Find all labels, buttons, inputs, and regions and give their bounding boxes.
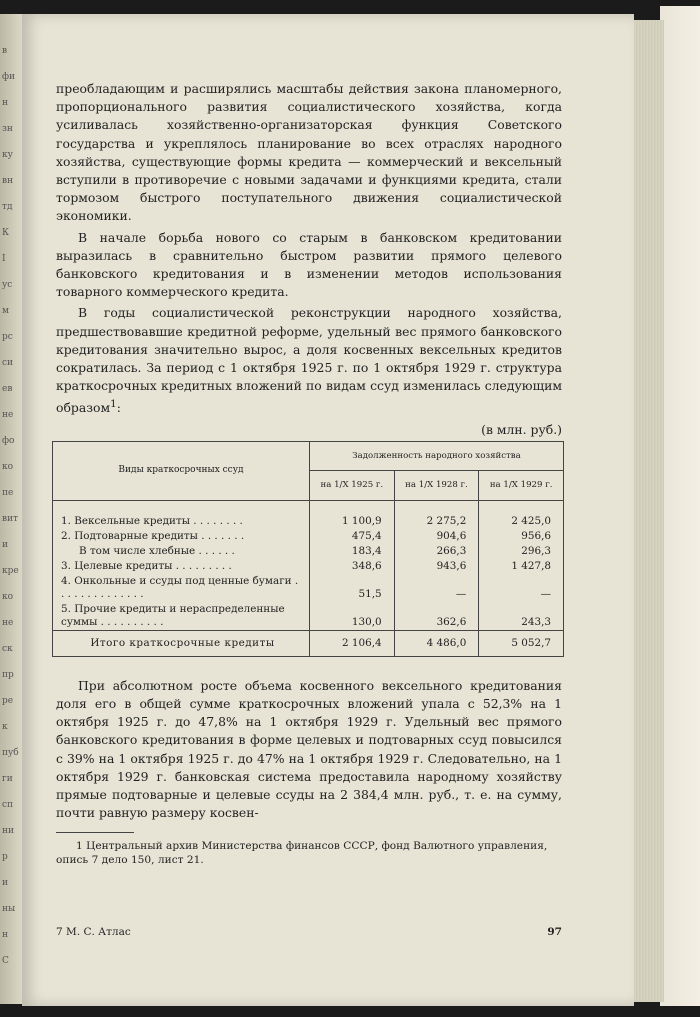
group-header: Задолженность народного хозяйства (310, 441, 564, 471)
previous-page-text-fragment: ус (2, 280, 13, 290)
previous-page-text-fragment: вн (2, 176, 14, 186)
previous-page-text-fragment: ск (2, 644, 13, 654)
column-header: на 1/X 1928 г. (394, 471, 479, 501)
total-cell: 5 052,7 (479, 630, 564, 656)
previous-page-text-fragment: ку (2, 150, 13, 160)
page-stack-edge (630, 20, 664, 1002)
column-header: на 1/X 1929 г. (479, 471, 564, 501)
paragraph-4: При абсолютном росте объема косвенного вексельного кредитования доля его в общей сумме краткосрочных вложений упала с 52,3% на 1 октября 1925 г. до 47,8% на 1 октября 1929 г. Удельный вес прямого банковского кредитования в форме целевых и подтоварных ссуд повысился с 39% на 1 октября 1925 г. до 47% на 1 октября 1929 г. Следовательно, на 1 октября 1929 г. банковская система предоставила народному хозяйству прямые подтоварные и целевые ссуды на 2 384,4 млн. руб., т. е. на сумму, почти равную размеру косвен- (56, 677, 562, 821)
page-content (56, 80, 562, 867)
row-label: В том числе хлебные . . . . . . (53, 544, 310, 559)
previous-page-text-fragment: и (2, 878, 8, 888)
row-label: 4. Онкольные и ссуды под ценные бумаги . . . . . . . . . . . . . . (53, 574, 310, 602)
paragraph-2: В начале борьба нового со старым в банковском кредитовании выразилась в сравнительно быстром развитии прямого целевого банковского кредитования и в изменении методов использования товарного коммерческого кредита. (56, 229, 562, 300)
previous-page-text-fragment: I (2, 254, 6, 264)
table-cell: — (394, 574, 479, 602)
table-cell: 243,3 (479, 602, 564, 631)
paragraph-3: В годы социалистической реконструкции народного хозяйства, предшествовавшие кредитной реформе, удельный вес прямого банковского кредитования значительно вырос, а доля косвенных вексельных кредитов сократилась. За период с 1 октября 1925 г. по 1 октября 1929 г. структура краткосрочных кредитных вложений по видам ссуд изменилась следующим образом$^1$: (56, 305, 562, 416)
table-cell: 475,4 (310, 529, 395, 544)
previous-page-text-fragment: пр (2, 670, 14, 680)
table-cell: 1 100,9 (310, 500, 395, 529)
footnote-reference: 1 (110, 398, 117, 411)
previous-page-text-fragment: вит (2, 514, 19, 524)
table-cell: 1 427,8 (479, 559, 564, 574)
table-total-row (53, 630, 564, 656)
previous-page-text-fragment: н (2, 98, 8, 108)
previous-page-text-fragment: рс (2, 332, 13, 342)
previous-page-text-fragment: не (2, 618, 14, 628)
table-row (53, 529, 564, 544)
table-cell: 130,0 (310, 602, 395, 631)
previous-page-text-fragment: зн (2, 124, 13, 134)
previous-page-text-fragment: и (2, 540, 8, 550)
footnote-divider (56, 832, 134, 833)
table-cell: 183,4 (310, 544, 395, 559)
table-cell: 943,6 (394, 559, 479, 574)
table-cell: 2 275,2 (394, 500, 479, 529)
table-cell: 904,6 (394, 529, 479, 544)
table-cell: 296,3 (479, 544, 564, 559)
table-cell: 51,5 (310, 574, 395, 602)
table-cell: — (479, 574, 564, 602)
previous-page-text-fragment: си (2, 358, 14, 368)
previous-page-text-fragment: фо (2, 436, 15, 446)
total-cell: 2 106,4 (310, 630, 395, 656)
total-label: Итого краткосрочные кредиты (53, 630, 310, 656)
table-row (53, 500, 564, 529)
previous-page-text-fragment: ко (2, 592, 14, 602)
table-cell: 362,6 (394, 602, 479, 631)
table-cell: 2 425,0 (479, 500, 564, 529)
table-row (53, 574, 564, 602)
previous-page-text-fragment: ко (2, 462, 14, 472)
previous-page-text-fragment: ни (2, 826, 14, 836)
table-cell: 956,6 (479, 529, 564, 544)
previous-page-text-fragment: ев (2, 384, 13, 394)
previous-page-text-fragment: н (2, 930, 8, 940)
row-label: 1. Вексельные кредиты . . . . . . . . (53, 500, 310, 529)
row-label: 2. Подтоварные кредиты . . . . . . . (53, 529, 310, 544)
row-label: 5. Прочие кредиты и нераспределенные суммы . . . . . . . . . . (53, 602, 310, 631)
previous-page-text-fragment: ре (2, 696, 14, 706)
previous-page-text-fragment: К (2, 228, 9, 238)
previous-page-text-fragment: С (2, 956, 9, 966)
previous-page-text-fragment: фи (2, 72, 16, 82)
credit-structure-table (52, 441, 564, 657)
row-header: Виды краткосрочных ссуд (53, 441, 310, 500)
book-cover-edge (660, 6, 700, 1006)
previous-page-text-fragment: пе (2, 488, 14, 498)
previous-page-text-fragment: в (2, 46, 8, 56)
column-header: на 1/X 1925 г. (310, 471, 395, 501)
previous-page-text-fragment: м (2, 306, 10, 316)
previous-page-text-fragment: к (2, 722, 8, 732)
page-number: 97 (547, 926, 562, 938)
previous-page-text-fragment: ны (2, 904, 16, 914)
total-cell: 4 486,0 (394, 630, 479, 656)
paragraph-3-text: В годы социалистической реконструкции народного хозяйства, предшествовавшие кредитной реформе, удельный вес прямого банковского кредитования значительно вырос, а доля косвенных вексельных кредитов сократилась. За период с 1 октября 1925 г. по 1 октября 1929 г. структура краткосрочных кредитных вложений по видам ссуд изменилась следующим образом (56, 305, 562, 416)
previous-page-text-fragment: ги (2, 774, 13, 784)
printer-signature: 7 М. С. Атлас (56, 926, 131, 938)
previous-page-text-fragment: р (2, 852, 8, 862)
table-cell: 348,6 (310, 559, 395, 574)
table-unit-label: (в млн. руб.) (481, 421, 562, 437)
previous-page-text-fragment: не (2, 410, 14, 420)
footnote: 1 Центральный архив Министерства финансов СССР, фонд Валютного управления, опись 7 дело 150, лист 21. (56, 840, 548, 867)
previous-page-text-fragment: сп (2, 800, 14, 810)
table-cell: 266,3 (394, 544, 479, 559)
previous-page-text-fragment: кре (2, 566, 19, 576)
book-page (22, 14, 634, 1006)
table-row (53, 544, 564, 559)
table-row (53, 559, 564, 574)
previous-page-text-fragment: тд (2, 202, 13, 212)
table-row (53, 602, 564, 631)
paragraph-1: преобладающим и расширялись масштабы действия закона планомерного, пропорционального развития социалистического хозяйства, когда усиливалась хозяйственно-организаторская функция Советского государства и укреплялось планирование во всех отраслях народного хозяйства, существующие формы кредита — коммерческий и вексельный вступили в противоречие с новыми задачами и функциями кредита, стали тормозом быстрого поступательного движения социалистической экономики. (56, 81, 562, 224)
row-label: 3. Целевые кредиты . . . . . . . . . (53, 559, 310, 574)
previous-page-text-fragment: пуб (2, 748, 19, 758)
